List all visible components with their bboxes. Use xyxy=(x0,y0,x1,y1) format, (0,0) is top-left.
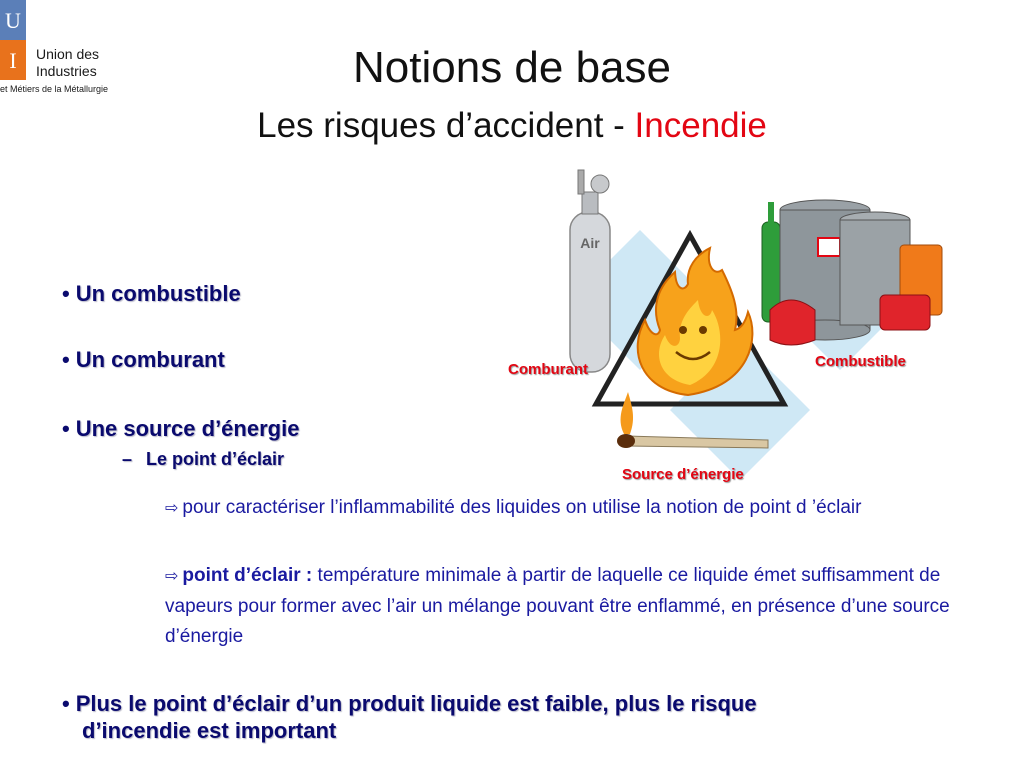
logo-line1: Union des xyxy=(36,46,100,62)
fire-triangle-illustration xyxy=(500,160,980,490)
bullet-dot: • xyxy=(62,347,70,372)
sub-bullet-point-eclair: – Le point d’éclair xyxy=(122,449,285,469)
page-subtitle xyxy=(0,106,1024,146)
logo-letter-u: U xyxy=(5,8,21,33)
label-comburant: Comburant xyxy=(508,361,588,378)
subtitle-accent: Incendie xyxy=(634,106,767,145)
paragraph-definition-intro: ⇨ pour caractériser l’inflammabilité des liquides on utilise la notion de point d ’éclair xyxy=(165,493,975,524)
bullet-conclusion: • Plus le point d’éclair d’un produit liquide est faible, plus le risque d’incendie est important xyxy=(62,691,757,743)
air-cylinder-icon xyxy=(570,170,610,372)
paragraph-definition: ⇨ point d’éclair : température minimale à partir de laquelle ce liquide émet suffisamment de vapeurs pour former avec l’air un mélange pouvant être enflammé, en présence d’une source d’énergie xyxy=(165,561,975,652)
label-source-energie: Source d’énergie xyxy=(622,466,744,483)
page-title: Notions de base xyxy=(353,43,671,92)
bullet-dot: • xyxy=(62,416,70,441)
label-combustible: Combustible xyxy=(815,353,906,370)
fuel-drums-icon xyxy=(762,200,942,345)
logo-line3: et Métiers de la Métallurgie xyxy=(0,84,109,94)
bullet-source-energie: • Une source d’énergie xyxy=(62,416,300,441)
subtitle-prefix: Les risques d’accident - xyxy=(257,106,635,145)
bullet-dot: • xyxy=(62,281,70,306)
arrow-icon: ⇨ xyxy=(165,500,179,517)
bullet-comburant: • Un comburant xyxy=(62,347,225,372)
bullet-dot: • xyxy=(62,691,70,716)
logo-letter-i: I xyxy=(9,48,17,73)
logo-line2: Industries xyxy=(36,63,97,79)
arrow-icon: ⇨ xyxy=(165,568,179,585)
cylinder-label: Air xyxy=(580,235,600,251)
bullet-combustible: • Un combustible xyxy=(62,281,241,306)
